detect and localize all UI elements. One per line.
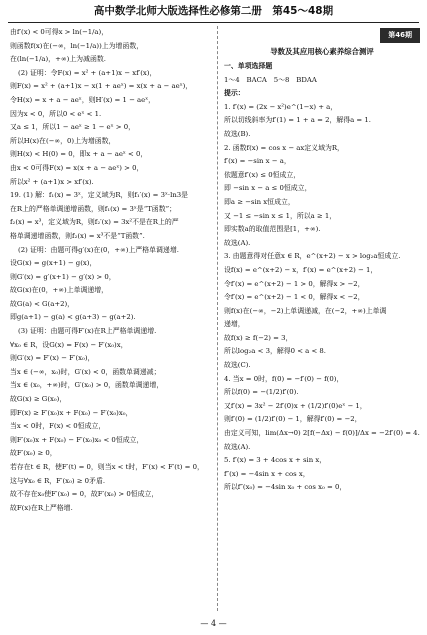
text-line: 所以切线斜率为f′(1) = 1 + a = 2，解得a = 1. bbox=[224, 116, 371, 125]
text-line: (2) 证明：由题可得g′(x)在(0，+∞)上严格单调递增. bbox=[18, 245, 179, 254]
text-line: 则f′(0) = (1/2)f′(0) − 1，解得f′(0) = −2， bbox=[224, 415, 362, 424]
text-line: 即实数a的取值范围是[1，+∞). bbox=[224, 225, 321, 234]
text-line: 又 −1 ≤ −sin x ≤ 1，所以a ≥ 1， bbox=[224, 211, 337, 220]
text-line: 当x ∈ (−∞，x₀)时，G′(x) < 0，函数单调递减； bbox=[10, 367, 161, 376]
text-line: 故F′(x₀) ≥ 0， bbox=[10, 449, 57, 458]
text-line: 19. (1) 解：f₁(x) = 3ˣ，定义域为R，则f₁′(x) = 3ˣ·ln3是 bbox=[10, 191, 189, 200]
text-line: 所以x² + (a+1)x > xf′(x). bbox=[10, 177, 94, 186]
text-line: 令f′(x) = e^(x+2) − 1 > 0，解得x > −2， bbox=[224, 279, 365, 288]
text-line: 当x ∈ (x₀，+∞)时，G′(x₀) > 0，函数单调递增， bbox=[10, 381, 164, 390]
text-line: 故f(x) ≥ f(−2) = 3， bbox=[224, 333, 293, 342]
text-line: 则函数f(x)在(−∞，ln(−1/a))上为增函数， bbox=[10, 41, 144, 50]
text-line: 则F(x) = x² + (a+1)x − x(1 + aeˣ) = x(x + a − aeˣ)， bbox=[10, 82, 193, 91]
text-line: 则F′(x₀)x + F(x₀) − F′(x₀)x₀ < 0恒成立， bbox=[10, 435, 144, 444]
text-line: f″(x) = −4sin x + cos x， bbox=[224, 469, 310, 478]
text-line: 所以H(x)在(−∞，0)上为增函数， bbox=[10, 136, 116, 145]
text-line: 递增， bbox=[224, 320, 245, 329]
text-line: f₂(x) = x³，定义域为R，则f₂′(x) = 3x²不是在R上的严 bbox=[10, 218, 179, 227]
text-line: (2) 证明：令F(x) = x² + (a+1)x − xf′(x)， bbox=[18, 68, 157, 77]
header-rule bbox=[8, 22, 419, 23]
section-title: 导数及其应用核心素养综合测评 bbox=[270, 47, 374, 56]
text-line: 故F(x)在R上严格增. bbox=[10, 503, 73, 512]
text-line: 即F(x) ≥ F′(x₀)x + F(x₀) − F′(x₀)x₀， bbox=[10, 408, 133, 417]
issue-badge: 第46期 bbox=[380, 28, 420, 43]
text-line: 即a ≥ −sin x恒成立， bbox=[224, 197, 295, 206]
text-line: 即 −sin x − a ≤ 0恒成立， bbox=[224, 184, 312, 193]
text-line: 故G(x)在(0，+∞)上单调递增， bbox=[10, 286, 109, 295]
column-divider bbox=[217, 26, 218, 611]
text-line: 又f′(x) = 3x² − 2f′(0)x + (1/2)f′(0)eˣ − 1， bbox=[224, 401, 367, 410]
text-line: f′(x) = −sin x − a， bbox=[224, 157, 291, 166]
text-line: 2. 函数f(x) = cos x − ax定义域为R， bbox=[224, 143, 344, 152]
text-line: 设G(x) = g(x+1) − g(x)， bbox=[10, 259, 97, 268]
text-line: 则H(x) < H(0) = 0，即x + a − aeˣ < 0， bbox=[10, 150, 148, 159]
text-line: 当x < 0时，F(x) < 0恒成立， bbox=[10, 422, 106, 431]
text-line: 设f(x) = e^(x+2) − x，f′(x) = e^(x+2) − 1， bbox=[224, 265, 378, 274]
text-line: 又a ≤ 1，所以1 − aeˣ ≥ 1 − eˣ > 0， bbox=[10, 123, 135, 132]
text-line: 故选(A). bbox=[224, 238, 251, 247]
text-line: 故G(a) < G(a+2)， bbox=[10, 299, 75, 308]
text-line: 这与∀x₀ ∈ R，F′(x₀) ≥ 0矛盾. bbox=[10, 476, 106, 485]
text-line: 则G′(x) = g′(x+1) − g′(x) > 0， bbox=[10, 272, 116, 281]
text-line: 4. 当x = 0时，f(0) = −f′(0) − f(0)， bbox=[224, 374, 344, 383]
text-line: 所以f(0) = −(1/2)f′(0). bbox=[224, 388, 299, 397]
text-line: 由x < 0可得F(x) = x(x + a − aeˣ) > 0， bbox=[10, 163, 144, 172]
text-line: 令H(x) = x + a − aeˣ，则H′(x) = 1 − aeˣ， bbox=[10, 95, 156, 104]
text-line: 由定义可知，lim(Δx→0) 2[f(−Δx) − f(0)]/Δx = −2f′(0) = 4. bbox=[224, 429, 420, 438]
text-line: 在R上的严格单调递增函数，则f₁(x) = 3ˣ是“T函数”； bbox=[10, 204, 177, 213]
text-line: 提示： bbox=[224, 89, 245, 98]
right-column-body bbox=[224, 60, 420, 495]
text-line: 1. f′(x) = (2x − x²)e^(1−x) + a， bbox=[224, 102, 338, 111]
text-line: 在(ln(−1/a)，+∞)上为减函数. bbox=[10, 55, 106, 64]
text-line: 依题意f′(x) ≤ 0恒成立， bbox=[224, 170, 301, 179]
text-line: 令f′(x) = e^(x+2) − 1 < 0，解得x < −2， bbox=[224, 293, 365, 302]
text-line: 则G′(x) = F′(x) − F′(x₀)， bbox=[10, 354, 95, 363]
text-line: ∀x₀ ∈ R，设G(x) = F(x) − F′(x₀)x， bbox=[10, 340, 128, 349]
text-line: 所以log₂a < 3，解得0 < a < 8. bbox=[224, 347, 326, 356]
text-line: 因为x < 0，所以0 < eˣ < 1. bbox=[10, 109, 102, 118]
page-header: 高中数学北师大版选择性必修第二册 第45～48期 bbox=[93, 5, 334, 17]
page-number: — 4 — bbox=[200, 619, 227, 628]
text-line: 格单调递增函数，则f₂(x) = x³不是“T函数”. bbox=[10, 231, 145, 240]
text-line: 则f(x)在(−∞，−2)上单调递减，在(−2，+∞)上单调 bbox=[224, 306, 387, 315]
text-line: 3. 由题意得对任意x ∈ R，e^(x+2) − x > log₂a恒成立. bbox=[224, 252, 401, 261]
text-line: 由f′(x) < 0可得x > ln(−1/a)， bbox=[10, 28, 109, 36]
text-line: 故选(A). bbox=[224, 442, 251, 451]
issue-badge-wrap bbox=[224, 26, 420, 44]
text-line: 故选(B). bbox=[224, 129, 251, 138]
text-line: 5. f′(x) = 3 + 4cos x + sin x， bbox=[224, 456, 327, 465]
text-line: 故不存在x₀使F′(x₀) = 0，故F′(x₀) > 0恒成立， bbox=[10, 490, 159, 499]
text-line: 1～4 BACA 5～8 BDAA bbox=[224, 75, 317, 84]
text-line: 一、单项选择题 bbox=[224, 62, 273, 70]
text-line: 即g(a+1) − g(a) < g(a+3) − g(a+2). bbox=[10, 313, 136, 322]
text-line: (3) 证明：由题可得F′(x)在R上严格单调递增. bbox=[18, 327, 157, 336]
text-line: 所以f″(x₀) = −4sin x₀ + cos x₀ = 0， bbox=[224, 483, 347, 492]
left-column bbox=[10, 26, 213, 611]
text-line: 故选(C). bbox=[224, 361, 251, 370]
text-line: 若存在t ∈ R，使F′(t) = 0，则当x < t时，F′(x) < F′(t) = 0， bbox=[10, 463, 204, 471]
text-line: 故G(x) ≥ G(x₀)， bbox=[10, 395, 67, 404]
right-column bbox=[224, 26, 420, 611]
